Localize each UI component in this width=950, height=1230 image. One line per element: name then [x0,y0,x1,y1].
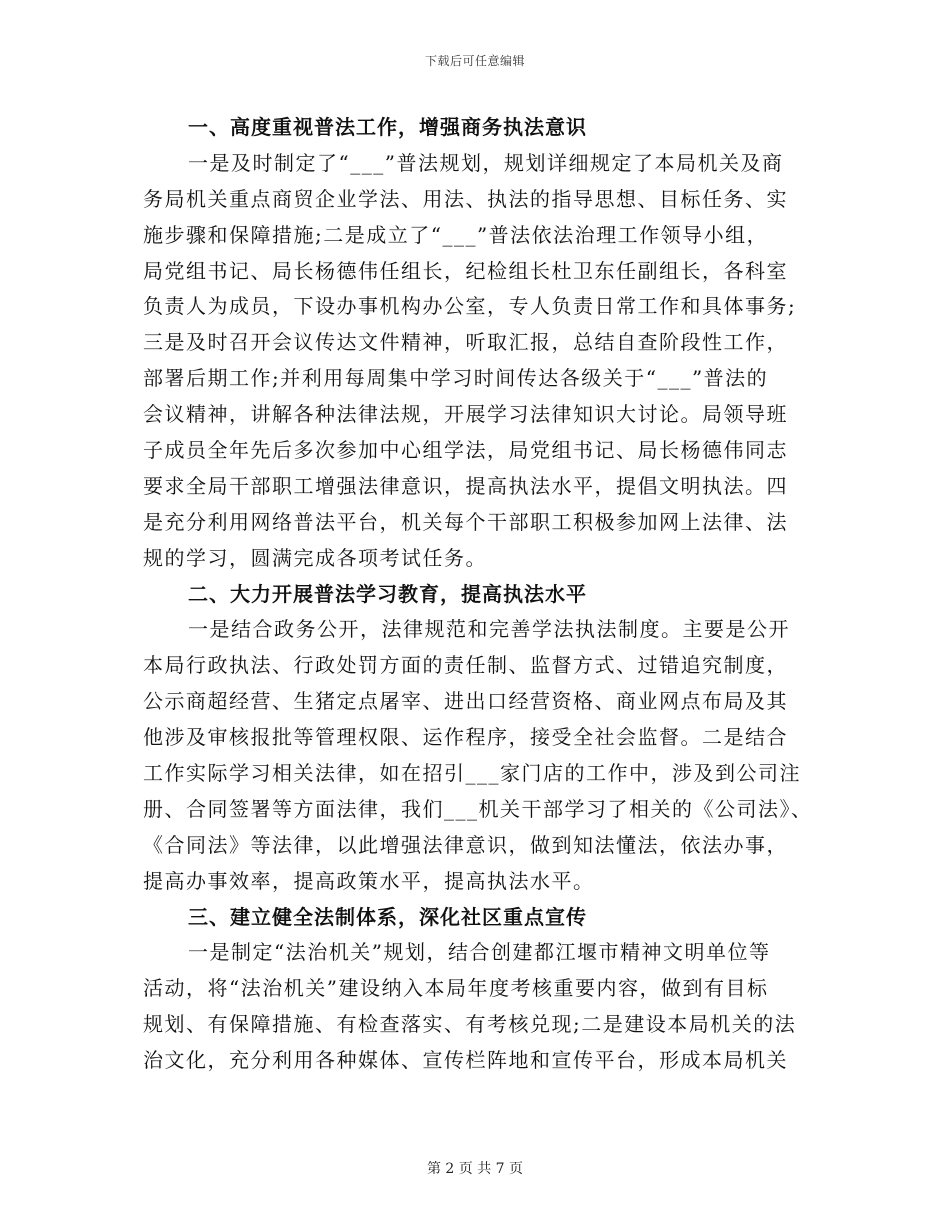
paragraph-line: 三是及时召开会议传达文件精神，听取汇报，总结自查阶段性工作， [143,330,788,355]
paragraph-line: 《合同法》等法律，以此增强法律意识，做到知法懂法，依法办事， [143,832,788,857]
document-body [143,110,813,1079]
section-heading: 三、建立健全法制体系，深化社区重点宣传 [188,904,587,929]
paragraph-line: 子成员全年先后多次参加中心组学法，局党组书记、局长杨德伟同志 [143,438,788,463]
paragraph-line: 规划、有保障措施、有检查落实、有考核兑现;二是建设本局机关的法 [143,1012,797,1037]
paragraph-line: 本局行政执法、行政处罚方面的责任制、监督方式、过错追究制度， [143,653,788,678]
section-heading: 二、大力开展普法学习教育，提高执法水平 [188,581,587,606]
section-heading: 一、高度重视普法工作，增强商务执法意识 [188,115,587,139]
paragraph-line: 治文化，充分利用各种媒体、宣传栏阵地和宣传平台，形成本局机关 [143,1048,788,1073]
paragraph-line: 提高办事效率，提高政策水平，提高执法水平。 [143,868,595,893]
page-header: 下载后可任意编辑 [424,54,525,68]
paragraph-line: 规的学习，圆满完成各项考试任务。 [143,545,487,570]
paragraph-line: 要求全局干部职工增强法律意识，提高执法水平，提倡文明执法。四 [143,473,788,498]
paragraph-line: 活动，将“法治机关”建设纳入本局年度考核重要内容，做到有目标 [143,976,769,1001]
paragraph-line: 一是及时制定了“___”普法规划，规划详细规定了本局机关及商 [188,150,784,175]
paragraph-line: 负责人为成员，下设办事机构办公室，专人负责日常工作和具体事务; [143,294,797,319]
paragraph-line: 一是结合政务公开，法律规范和完善学法执法制度。主要是公开 [188,617,790,642]
paragraph-line: 部署后期工作;并利用每周集中学习时间传达各级关于“___”普法的 [143,366,769,391]
paragraph-line: 会议精神，讲解各种法律法规，开展学习法律知识大讨论。局领导班 [143,402,788,427]
paragraph-line: 公示商超经营、生猪定点屠宰、进出口经营资格、商业网点布局及其 [143,689,788,714]
paragraph-line: 册、合同签署等方面法律，我们___机关干部学习了相关的《公司法》、 [143,796,813,821]
paragraph-line: 是充分利用网络普法平台，机关每个干部职工积极参加网上法律、法 [143,509,788,534]
paragraph-line: 务局机关重点商贸企业学法、用法、执法的指导思想、目标任务、实 [143,186,788,211]
paragraph-line: 工作实际学习相关法律，如在招引___家门店的工作中，涉及到公司注 [143,761,801,786]
paragraph-line: 他涉及审核报批等管理权限、运作程序，接受全社会监督。二是结合 [143,725,788,750]
paragraph-line: 施步骤和保障措施;二是成立了“___”普法依法治理工作领导小组， [143,222,769,247]
page-number-footer: 第 2 页 共 7 页 [426,1161,524,1177]
paragraph-line: 局党组书记、局长杨德伟任组长，纪检组长杜卫东任副组长，各科室 [143,258,788,283]
paragraph-line: 一是制定“法治机关”规划，结合创建都江堰市精神文明单位等 [188,940,771,965]
